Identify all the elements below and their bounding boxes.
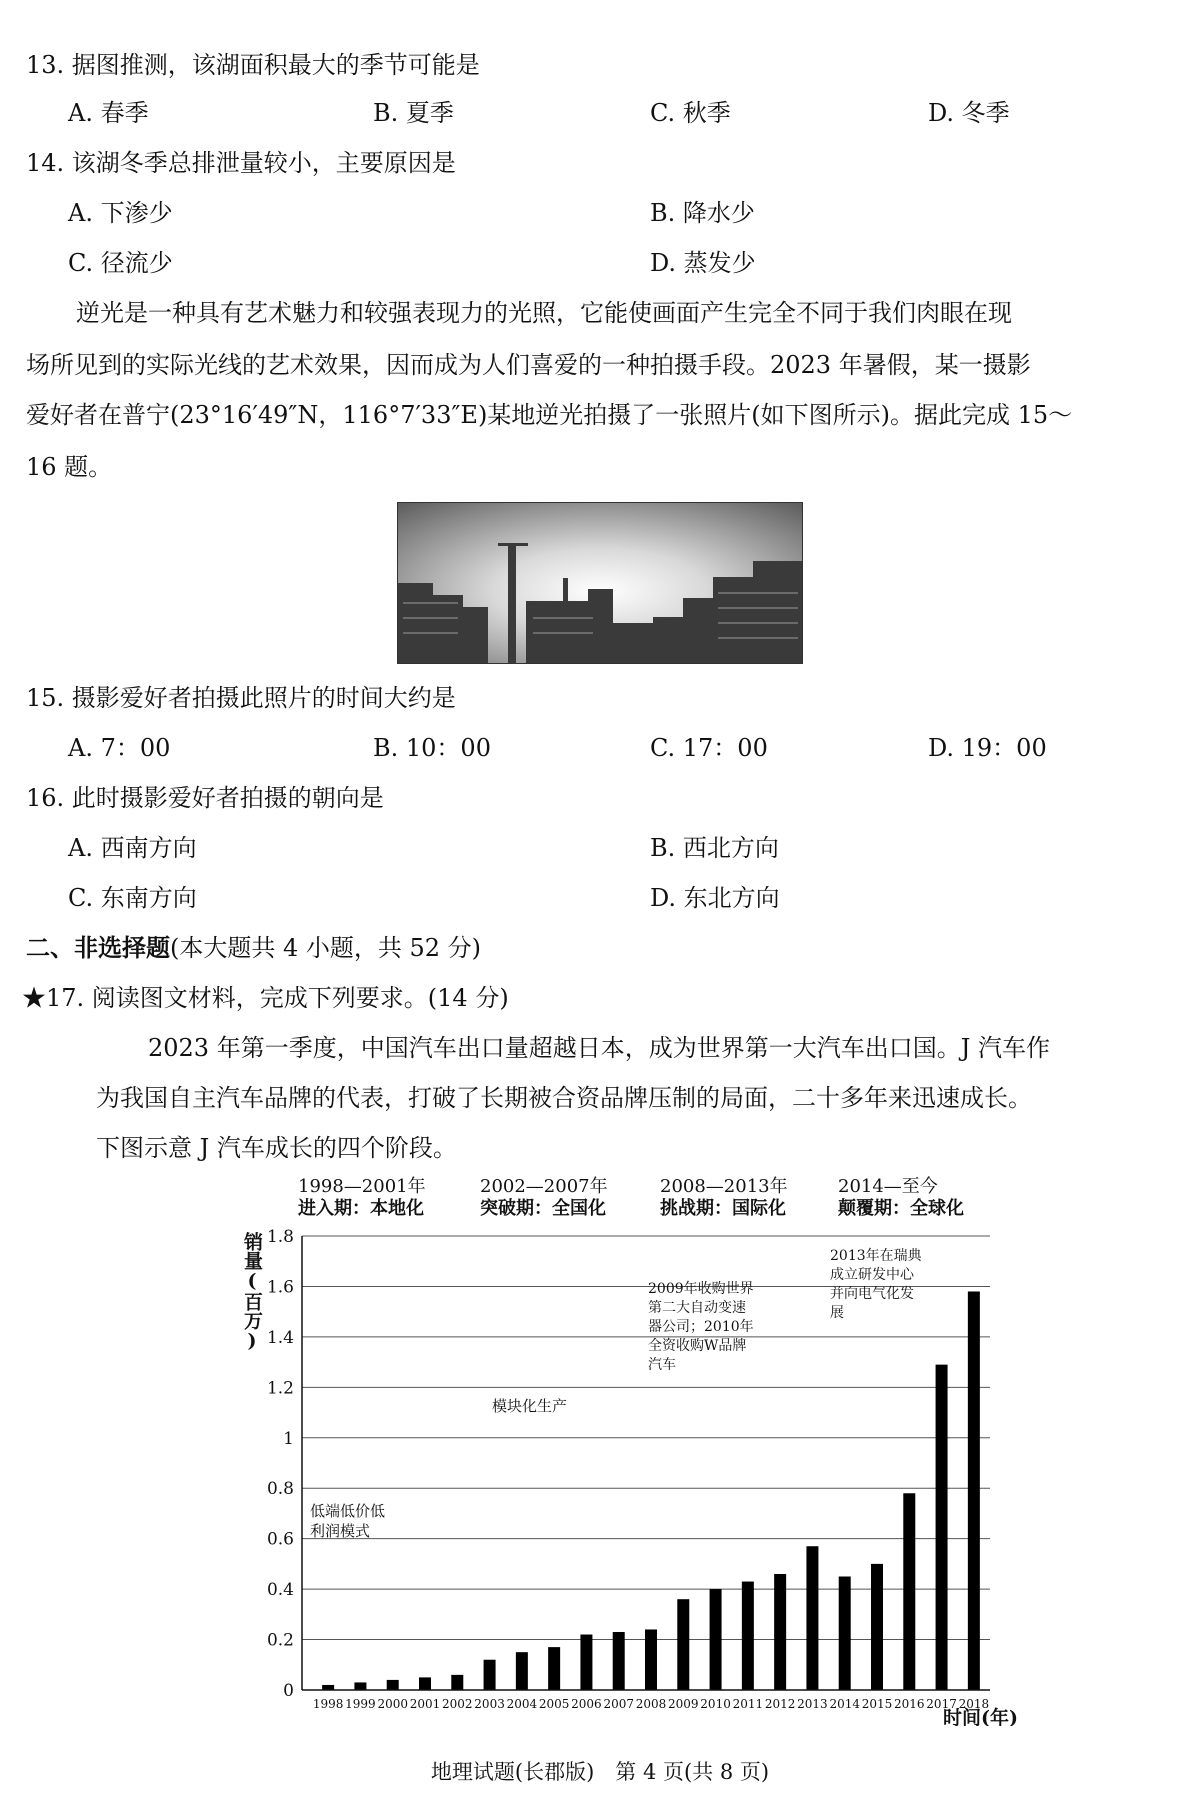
bar-2012: [774, 1574, 786, 1690]
annotation-acquisition-line-5: 汽车: [648, 1357, 676, 1373]
bar-2017: [936, 1365, 948, 1690]
q16-option-b: B. 西北方向: [650, 834, 779, 862]
q14-option-c: C. 径流少: [68, 249, 173, 277]
annotation-low-price-line-1: 低端低价低: [310, 1502, 386, 1520]
backlit-photo: [397, 502, 803, 664]
x-tick-label: 2000: [377, 1697, 408, 1711]
sales-chart: [230, 1166, 1040, 1726]
y-axis-label: 销量(百万): [241, 1232, 263, 1352]
stage-4-years: 2014—至今: [838, 1176, 938, 1197]
stage-3-name: 挑战期：国际化: [660, 1198, 786, 1219]
stage-2-name: 突破期：全国化: [480, 1198, 606, 1219]
q15-stem: 15. 摄影爱好者拍摄此照片的时间大约是: [26, 684, 456, 712]
section2-note: (本大题共 4 小题，共 52 分): [170, 934, 482, 962]
bar-2011: [742, 1582, 754, 1690]
x-tick-label: 2001: [409, 1697, 441, 1711]
y-tick-label: 1.2: [266, 1378, 294, 1399]
annotation-acquisition-line-4: 全资收购W品牌: [648, 1338, 747, 1354]
q16-option-c: C. 东南方向: [68, 884, 197, 912]
y-tick-label: 1.4: [266, 1327, 294, 1348]
bar-2014: [839, 1577, 851, 1691]
bar-1998: [322, 1685, 334, 1690]
x-tick-label: 2005: [538, 1697, 570, 1711]
annotation-acquisition-line-1: 2009年收购世界: [648, 1281, 754, 1297]
q14-option-d: D. 蒸发少: [650, 249, 756, 277]
x-axis-label: 时间(年): [943, 1707, 1018, 1726]
y-tick-label: 0.2: [266, 1630, 294, 1651]
q17-header: [22, 983, 509, 1013]
annotation-acquisition-line-3: 器公司；2010年: [648, 1319, 754, 1335]
q17-material-line-1: 2023 年第一季度，中国汽车出口量超越日本，成为世界第一大汽车出口国。J 汽车作: [148, 1034, 1050, 1062]
y-tick-label: 0.4: [266, 1580, 294, 1601]
bar-2007: [613, 1632, 625, 1690]
bar-2003: [484, 1660, 496, 1690]
annotation-low-price: [310, 1502, 390, 1540]
x-tick-label: 2006: [571, 1697, 602, 1711]
stage-1-years: 1998—2001年: [298, 1176, 426, 1197]
y-tick-label: 1: [283, 1428, 294, 1449]
q16-option-a: A. 西南方向: [68, 834, 197, 862]
y-tick-label: 1.6: [266, 1277, 294, 1298]
x-tick-label: 2002: [442, 1697, 473, 1711]
x-tick-label: 1998: [312, 1697, 344, 1711]
x-tick-label: 2013: [797, 1697, 828, 1711]
annotation-modular-line-1: 模块化生产: [492, 1397, 568, 1415]
annotation-acquisition-line-2: 第二大自动变速: [648, 1300, 746, 1316]
q16-option-d: D. 东北方向: [650, 884, 780, 912]
annotation-sweden-line-2: 成立研发中心: [830, 1267, 914, 1283]
bar-2009: [677, 1599, 689, 1690]
q14-option-a: A. 下渗少: [68, 199, 173, 227]
bar-2015: [871, 1564, 883, 1690]
y-tick-label: 0: [283, 1681, 294, 1701]
x-tick-label: 2017: [926, 1697, 957, 1711]
page-footer: 地理试题(长郡版) 第 4 页(共 8 页): [430, 1760, 770, 1784]
q13-option-c: C. 秋季: [650, 99, 731, 127]
x-tick-label: 2016: [894, 1697, 925, 1711]
x-tick-label: 2003: [474, 1697, 505, 1711]
y-tick-label: 0.8: [266, 1479, 294, 1500]
annotation-acquisition: [648, 1280, 758, 1373]
q15-option-c: C. 17：00: [650, 734, 768, 762]
x-tick-label: 2008: [635, 1697, 667, 1711]
bar-2000: [387, 1680, 399, 1690]
stage-4-name: 颠覆期：全球化: [838, 1198, 964, 1219]
q15-option-b: B. 10：00: [373, 734, 491, 762]
annotation-modular: [492, 1397, 567, 1415]
q17-material-line-3: 下图示意 J 汽车成长的四个阶段。: [96, 1134, 457, 1162]
x-tick-label: 2010: [700, 1697, 731, 1711]
x-tick-label: 2009: [668, 1697, 699, 1711]
bar-2002: [451, 1675, 463, 1690]
q14-option-b: B. 降水少: [650, 199, 755, 227]
q17-stem: 17. 阅读图文材料，完成下列要求。(14 分): [46, 984, 509, 1012]
bar-2016: [903, 1493, 915, 1690]
y-tick-label: 1.8: [266, 1227, 294, 1247]
bar-2006: [580, 1635, 592, 1690]
annotation-sweden-line-1: 2013年在瑞典: [830, 1248, 922, 1264]
sales-chart-svg: [230, 1166, 1040, 1726]
bar-2010: [710, 1589, 722, 1690]
bar-2001: [419, 1677, 431, 1690]
annotation-low-price-line-2: 利润模式: [310, 1522, 371, 1540]
section2-header: [26, 933, 481, 963]
bar-2004: [516, 1652, 528, 1690]
annotation-sweden-line-4: 展: [830, 1305, 844, 1321]
passage-line-1: 逆光是一种具有艺术魅力和较强表现力的光照，它能使画面产生完全不同于我们肉眼在现: [76, 299, 1012, 327]
x-tick-label: 2015: [861, 1697, 893, 1711]
bar-2008: [645, 1629, 657, 1690]
stage-3-years: 2008—2013年: [660, 1176, 788, 1197]
q14-stem: 14. 该湖冬季总排泄量较小，主要原因是: [26, 149, 456, 177]
x-tick-label: 2018: [958, 1697, 990, 1711]
q13-option-d: D. 冬季: [928, 99, 1010, 127]
x-tick-label: 2011: [732, 1697, 764, 1711]
bar-2005: [548, 1647, 560, 1690]
x-tick-label: 2012: [764, 1697, 796, 1711]
x-tick-label: 2014: [829, 1697, 860, 1711]
x-tick-label: 2007: [603, 1697, 634, 1711]
passage-line-2: 场所见到的实际光线的艺术效果，因而成为人们喜爱的一种拍摄手段。2023 年暑假，某一摄影: [26, 351, 1031, 379]
q13-option-b: B. 夏季: [373, 99, 454, 127]
passage-line-3: 爱好者在普宁(23°16′49″N，116°7′33″E)某地逆光拍摄了一张照片(如下图所示)。据此完成 15～: [26, 401, 1073, 429]
q13-stem: 13. 据图推测，该湖面积最大的季节可能是: [26, 51, 480, 79]
stage-2-years: 2002—2007年: [480, 1176, 608, 1197]
bar-2013: [806, 1546, 818, 1690]
y-tick-label: 0.6: [266, 1529, 294, 1550]
section2-heading: 二、非选择题: [26, 933, 170, 962]
stage-1-name: 进入期：本地化: [298, 1198, 424, 1219]
q16-stem: 16. 此时摄影爱好者拍摄的朝向是: [26, 784, 384, 812]
q15-option-d: D. 19：00: [928, 734, 1047, 762]
passage-line-4: 16 题。: [26, 453, 113, 481]
q15-option-a: A. 7：00: [68, 734, 171, 762]
q17-material-line-2: 为我国自主汽车品牌的代表，打破了长期被合资品牌压制的局面，二十多年来迅速成长。: [96, 1084, 1032, 1112]
star-icon: ★: [22, 984, 46, 1012]
annotation-sweden: [830, 1247, 926, 1321]
annotation-sweden-line-3: 并向电气化发: [830, 1286, 914, 1302]
bar-1999: [354, 1682, 366, 1690]
x-tick-label: 1999: [345, 1697, 376, 1711]
q13-option-a: A. 春季: [68, 99, 149, 127]
x-tick-label: 2004: [506, 1697, 538, 1711]
bar-2018: [968, 1291, 980, 1690]
